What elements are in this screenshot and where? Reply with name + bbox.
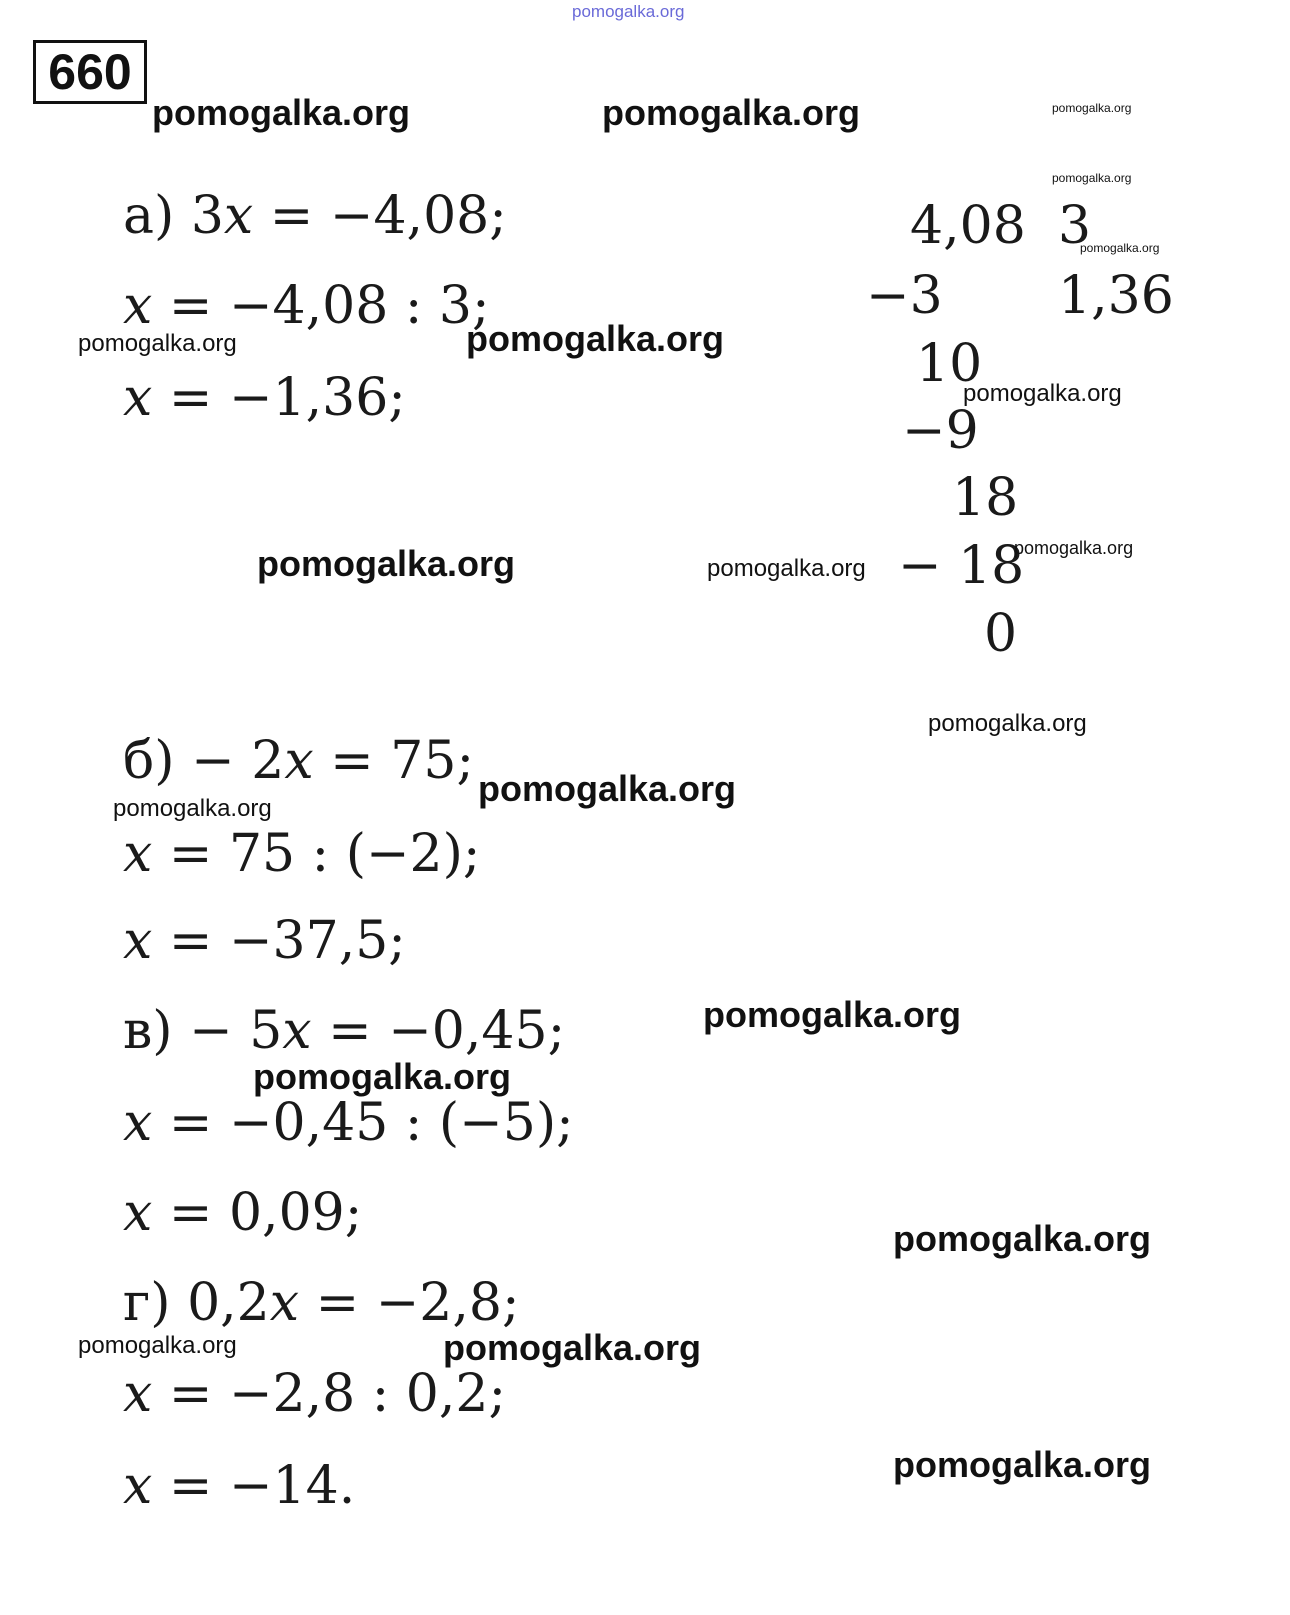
watermark: pomogalka.org <box>1014 538 1134 558</box>
part-a-step3: x = −1,36; <box>123 368 406 428</box>
watermark: pomogalka.org <box>893 1444 1152 1485</box>
watermark: pomogalka.org <box>1052 171 1132 185</box>
watermark-top: pomogalka.org <box>572 2 685 21</box>
part-g-label: г) <box>123 1273 171 1333</box>
watermark: pomogalka.org <box>443 1327 702 1368</box>
part-g-equation <box>123 1273 520 1333</box>
part-v-step3: x = 0,09; <box>123 1183 363 1243</box>
watermark: pomogalka.org <box>703 994 962 1035</box>
division-step: −9 <box>902 401 979 461</box>
part-v-equation <box>123 1001 566 1061</box>
watermark: pomogalka.org <box>152 92 411 133</box>
part-a-step2: x = −4,08 : 3; <box>123 276 490 336</box>
part-v-eq1: − 5x = −0,45; <box>189 1001 566 1061</box>
part-g-eq1: 0,2x = −2,8; <box>187 1273 520 1333</box>
part-g-step2: x = −2,8 : 0,2; <box>123 1364 507 1424</box>
watermark: pomogalka.org <box>1052 101 1132 115</box>
problem-number: 660 <box>33 40 147 104</box>
division-step: 0 <box>984 604 1018 664</box>
part-b-step2: x = 75 : (−2); <box>123 824 481 884</box>
watermark: pomogalka.org <box>893 1218 1152 1259</box>
division-step: 10 <box>916 334 983 394</box>
part-a-label: а) <box>123 186 175 246</box>
watermark: pomogalka.org <box>928 710 1087 737</box>
part-a-equation <box>123 186 507 246</box>
watermark: pomogalka.org <box>963 380 1122 407</box>
part-b-equation <box>123 731 474 791</box>
part-v-step2: x = −0,45 : (−5); <box>123 1093 574 1153</box>
division-step: 18 <box>952 468 1019 528</box>
division-dividend: 4,08 <box>910 196 1026 256</box>
part-b-label: б) <box>123 731 175 791</box>
division-step: − 18 <box>898 536 1025 596</box>
watermark: pomogalka.org <box>1080 241 1160 255</box>
part-b-step3: x = −37,5; <box>123 911 406 971</box>
watermark: pomogalka.org <box>466 318 725 359</box>
watermark: pomogalka.org <box>257 543 516 584</box>
watermark: pomogalka.org <box>78 330 237 357</box>
watermark: pomogalka.org <box>707 555 866 582</box>
division-quotient: 1,36 <box>1058 266 1174 326</box>
watermark: pomogalka.org <box>78 1332 237 1359</box>
watermark: pomogalka.org <box>253 1056 512 1097</box>
part-b-eq1: − 2x = 75; <box>191 731 474 791</box>
part-g-step3: x = −14. <box>123 1456 356 1516</box>
part-v-label: в) <box>123 1001 173 1061</box>
watermark: pomogalka.org <box>478 768 737 809</box>
part-a-eq1: 3x = −4,08; <box>190 186 507 246</box>
watermark: pomogalka.org <box>113 795 272 822</box>
division-divisor: 3 <box>1058 196 1092 256</box>
division-step: −3 <box>866 266 943 326</box>
watermark: pomogalka.org <box>602 92 861 133</box>
